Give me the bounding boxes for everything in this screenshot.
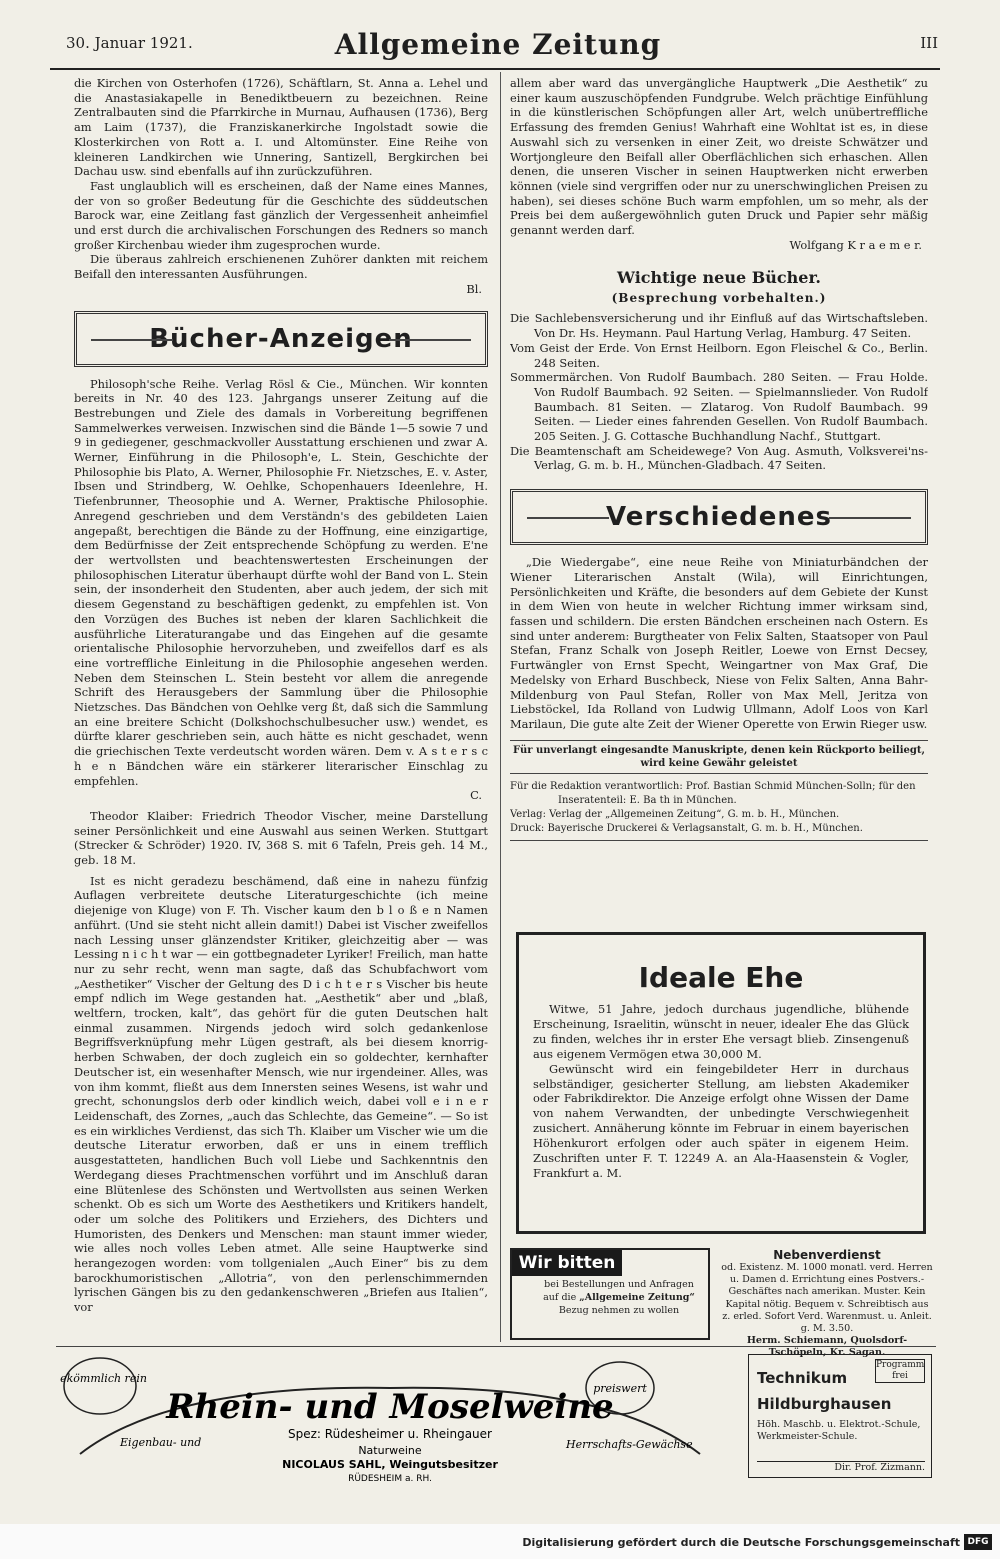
column-separator xyxy=(500,72,501,1342)
ad-spec: Spez: Rüdesheimer u. Rheingauer xyxy=(288,1427,492,1441)
ad-nebenverdienst xyxy=(720,1248,934,1359)
ad-natur: Naturweine xyxy=(358,1444,422,1457)
ad-wir-bitten xyxy=(510,1248,710,1340)
imprint-line: Für die Redaktion verantwortlich: Prof. Bastian Schmid München-Solln; für den Inseratenteil: E. Ba th in München. xyxy=(510,780,916,806)
page-number: III xyxy=(920,34,938,52)
ad-left-note: Eigenbau- und xyxy=(120,1436,202,1449)
ad-title: Rhein- und Moselweine xyxy=(166,1387,614,1427)
ad-title: Ideale Ehe xyxy=(638,961,804,994)
article-paragraph: Die überaus zahlreich erschienenen Zuhörer dankten mit reichem Beifall den interessanten Ausführungen. xyxy=(74,252,488,282)
wine-ad-graphic xyxy=(60,1354,720,1492)
manuscript-notice: Für unverlangt eingesandte Manuskripte, denen kein Rückporto beiliegt, wird keine Gewähr geleistet xyxy=(510,740,928,774)
right-seal-text: preiswert xyxy=(593,1382,647,1395)
ad-text: bei Bestellungen und Anfragen auf die „Allgemeine Zeitung“ Bezug nehmen zu wollen xyxy=(543,1279,695,1316)
left-seal xyxy=(64,1358,136,1414)
ad-title: Wir bitten xyxy=(512,1250,622,1276)
ad-text: Gewünscht wird ein feingebildeter Herr in durchaus selbständiger, gesicherter Stellung, am liebsten Akademiker oder Fabrikdirektor. Die Anzeige erfolgt ohne Wissen der Dame von nahem Verwandten, der unbedingte Verschwiegenheit zusichert. Annäherung könnte im Februar in einem bayerischen Höhenkurort erfolgen oder auch später in eigenem Heim. Zuschriften unter F. T. 12249 A. an Ala-Haasenstein & Vogler, Frankfurt a. M. xyxy=(533,1061,909,1180)
ad-right-note: Herrschafts-Gewächse xyxy=(566,1438,693,1451)
review-paragraph: Theodor Klaiber: Friedrich Theodor Vischer, meine Darstellung seiner Persönlichkeit und eine Auswahl aus seinen Werken. Stuttgart (Strecker & Schröder) 1920. IV, 368 S. mit 6 Tafeln, Preis geh. 14 M., geb. 18 M. xyxy=(74,808,488,868)
ad-place: RÜDESHEIM a. RH. xyxy=(348,1474,432,1484)
ad-director: Dir. Prof. Zizmann. xyxy=(757,1461,925,1473)
imprint xyxy=(510,780,928,841)
ad-technikum xyxy=(748,1354,932,1478)
book-entry: Vom Geist der Erde. Von Ernst Heilborn. Egon Fleischel & Co., Berlin. 248 Seiten. xyxy=(510,340,928,370)
ad-rhein-moselweine xyxy=(60,1354,720,1492)
left-column xyxy=(74,76,488,1344)
right-column xyxy=(510,76,928,926)
section-heading-box xyxy=(74,311,488,367)
section-heading-box xyxy=(510,489,928,545)
author-signature: Bl. xyxy=(466,281,482,296)
ad-subtitle: Hildburghausen xyxy=(757,1395,892,1413)
ad-text: Witwe, 51 Jahre, jedoch durchaus jugendliche, blühende Erscheinung, Israelitin, wünscht in neuer, idealer Ehe das Glück zu finden, welches ihr in erster Ehe versagt blieb. Zinsengenuß aus eigenem Vermögen etwa 30,000 M. xyxy=(533,1002,909,1061)
ad-title: Nebenverdienst xyxy=(773,1248,881,1262)
credit-text: Digitalisierung gefördert durch die Deutsche Forschungsgemeinschaft xyxy=(522,1536,960,1549)
author-signature: C. xyxy=(470,788,482,803)
imprint-line: Verlag: Verlag der „Allgemeinen Zeitung“, G. m. b. H., München. xyxy=(510,808,840,820)
book-entry: Sommermärchen. Von Rudolf Baumbach. 280 Seiten. — Frau Holde. Von Rudolf Baumbach. 92 Seiten. — Spielmannslieder. Von Rudolf Baumbach. 81 Seiten. — Zlatarog. Von Rudolf Baumbach. 99 Seiten. — Lieder eines fahrenden Gesellen. Von Rudolf Baumbach. 205 Seiten. J. G. Cottasche Buchhandlung Nachf., Stuttgart. xyxy=(510,370,928,444)
newspaper-title: Allgemeine Zeitung xyxy=(334,28,662,61)
digitization-credit-bar xyxy=(0,1524,1000,1559)
issue-date: 30. Januar 1921. xyxy=(66,34,193,52)
imprint-line: Druck: Bayerische Druckerei & Verlagsanstalt, G. m. b. H., München. xyxy=(510,822,863,834)
left-seal-text: bekömmlich rein xyxy=(60,1372,147,1385)
header-rule xyxy=(50,68,940,70)
section-heading: Verschiedenes xyxy=(606,502,832,533)
review-paragraph: allem aber ward das unvergängliche Hauptwerk „Die Aesthetik“ zu einer kaum auszuschöpfenden Fundgrube. Welch prächtige Einfühlung in die künstlerischen Schöpfungen aller Art, welch unübertreffliche Erfassung des fremden Genius! Wahrhaft eine Wohltat ist es, in diese Auswahl sich zu versenken in einer Zeit, wo dreiste Schwätzer und Wortjongleure den Beifall aller Oberflächlichen sich erhaschen. Allen denen, die unseren Vischer in seinen Hauptwerken nicht erwerben können (viele sind vergriffen oder nur zu unerschwinglichen Preisen zu haben), sei dieses schöne Buch warm empfohlen, um so mehr, als der Preis bei dem außergewöhnlich guten Druck und Papier sehr mäßig genannt werden darf. xyxy=(510,76,928,238)
author-signature: Wolfgang K r a e m e r. xyxy=(789,237,922,252)
ad-text: Höh. Maschb. u. Elektrot.-Schule, Werkmeister-Schule. xyxy=(757,1419,921,1442)
page-header xyxy=(58,28,938,70)
review-paragraph: Ist es nicht geradezu beschämend, daß eine in nahezu fünfzig Auflagen verbreitete deutsche Literaturgeschichte (ich meine diejenige von Kluge) von F. Th. Vischer kaum den b l o ß e n Namen anführt. (Und sie steht nicht allein damit!) Dabei ist Vischer zweifellos nach Lessing unser glänzendster Kritiker, gleichzeitig aber — was Lessing n i c h t war — ein gottbegnadeter Lyriker! Freilich, man hatte nur zu sehr recht, wenn man sagte, daß das Schubfachwort vom „Aesthetiker“ Vischer der Geltung des D i c h t e r s Vischer bis heute empf ndlich im Wege gestanden hat. „Aesthetik“ aber und „blaß, weltfern, trocken, kalt“, das gehört für die guten Deutschen halt einmal zusammen. Nirgends jedoch wird solch gedankenlose Begriffsverknüpfung mehr Lügen gestraft, als bei diesem knorrig-herben Schwaben, der doch zugleich ein so goldechter, kernhafter Deutscher ist, ein wesenhafter Mensch, wie nur irgendeiner. Alles, was von ihm kommt, fließt aus dem Innersten seines Wesens, ist wahr und grecht, schonungslos derb oder kindlich weich, dabei voll e i n e r Leidenschaft, des Zornes, „auch das Schlechte, das Gemeine“. — So ist es ein wirkliches Verdienst, das sich Th. Klaiber um Vischer wie um die deutsche Literatur erworben, daß er uns in einem trefflich ausgestatteten, handlichen Buch voll Liebe und Sachkenntnis den Werdegang dieses Prachtmenschen vorführt und im Anschluß daran eine Blütenlese des Schönsten und Wertvollsten aus seinen Werken schenkt. Ob es sich um Worte des Aesthetikers und Kritikers handelt, oder um solche des Politikers und Erziehers, des Dichters und Humoristen, des Denkers und Menschen: man staunt immer wieder, wie alles noch volles Leben atmet. Alle seine Hauptwerke sind herangezogen worden: vom tollgenialen „Auch Einer“ bis zu dem barockhumoristischen „Allotria“, von den perlenschimmernden lyrischen Gängen bis zu den gedankenschweren „Briefen aus Italien“, vor xyxy=(74,873,488,1315)
ad-text: od. Existenz. M. 1000 monatl. verd. Herren u. Damen d. Errichtung eines Postvers.-Geschäftes nach amerikan. Muster. Kein Kapital nötig. Bequem v. Schreibtisch aus z. erled. Sofort Verd. Warenmust. u. Anleit. g. M. 3.50. xyxy=(721,1262,933,1335)
article-paragraph: die Kirchen von Osterhofen (1726), Schäftlarn, St. Anna a. Lehel und die Anastasiakapelle in Benediktbeuern zu bezeichnen. Reine Zentralbauten sind die Pfarrkirche in Murnau, Aufhausen (1736), Berg am Laim (1737), die Franziskanerkirche Ingolstadt sowie die Klosterkirchen von Rott a. I. und Altomünster. Eine Reihe von kleineren Landkirchen wie Unnering, Santizell, Bergkirchen bei Dachau usw. sind ebenfalls auf ihn zurückzuführen. xyxy=(74,76,488,179)
section-heading: Bücher-Anzeigen xyxy=(149,323,413,354)
review-paragraph: Philosoph'sche Reihe. Verlag Rösl & Cie., München. Wir konnten bereits in Nr. 40 des 123. Jahrgangs unserer Zeitung auf die Bestrebungen und Ziele des damals in Vorbereitung begriffenen Sammelwerkes verweisen. Inzwischen sind die Bände 1—5 sowie 7 und 9 in gediegener, geschmackvoller Ausstattung erschienen und zwar A. Werner, Einführung in die Philosoph'e, L. Stein, Geschichte der Philosophie bis Plato, A. Werner, Philosophie Fr. Nietzsches, E. v. Aster, Ibsen und Strindberg, W. Oehlke, Schopenhauers Ideenlehre, H. Tiefenbrunner, Theosophie und A. Werner, Praktische Philosophie. Anregend geschrieben und dem Verständn's des gebildeten Laien angepaßt, berechtigen die Bände zu der Hoffnung, eine einzigartige, dem Bedürfnisse der Zeit entsprechende Schöpfung zu werden. E'ne der wertvollsten und beachtenswertesten Erscheinungen der philosophischen Literatur überhaupt dürfte wohl der Band von L. Stein sein, der insonderheit den Studenten, aber auch jedem, der sich mit diesem Gegenstand zu beschäftigen gedenkt, zu empfehlen ist. Von den Vorzügen des Buches ist neben der klaren Sachlichkeit die ausführliche Literaturangabe und das Eingehen auf die gesamte orientalische Philosophie hervorzuheben, und zweifellos darf es als eine vortreffliche Einleitung in die Philosophie angesehen werden. Neben dem Steinschen L. Stein besteht vor allem die anregende Schrift des Herausgebers der Sammlung über die Philosophie Nietzsches. Das Bändchen von Oehlke verg ßt, daß sich die Sammlung an eine breitere Schicht (Dolkshochschulbesucher usw.) wendet, es dürfte klarer geschrieben sein, auch hätte es nicht geschadet, wenn die griechischen Texte verdeutscht worden wären. Dem v. A s t e r s c h e n Bändchen wäre ein stärkerer literarischer Einschlag zu empfehlen. xyxy=(74,376,488,788)
ad-sender: Herm. Schiemann, Quolsdorf-Tschöpeln, Kr. Sagan. xyxy=(746,1335,908,1359)
ad-title: Technikum xyxy=(757,1369,848,1387)
ads-rule xyxy=(56,1346,936,1347)
article-paragraph: „Die Wiedergabe“, eine neue Reihe von Miniaturbändchen der Wiener Literarischen Anstalt (Wila), will Einrichtungen, Persönlichkeiten und Kräfte, die besonders auf dem Gebiete der Kunst in dem Wien von heute in welcher Richtung immer wirksam sind, fassen und schildern. Die ersten Bändchen erscheinen nach Ostern. Es sind unter anderem: Burgtheater von Felix Salten, Staatsoper von Paul Stefan, Franz Schalk von Joseph Reitler, Loewe von Ernst Decsey, Furtwängler von Ernst Specht, Weingartner von Max Graf, Die Medelsky von Erhard Buschbeck, Niese von Felix Salten, Anna Bahr-Mildenburg von Paul Stefan, Roller von Max Mell, Jeritza von Liebstöckel, Ida Rolland von Ludwig Ullmann, Adolf Loos von Karl Marilaun, Die gute alte Zeit der Wiener Operette von Erwin Rieger usw. xyxy=(510,555,928,731)
book-entry: Die Sachlebensversicherung und ihr Einfluß auf das Wirtschaftsleben. Von Dr. Hs. Heymann. Paul Hartung Verlag, Hamburg. 47 Seiten. xyxy=(510,311,928,341)
books-heading: Wichtige neue Bücher. xyxy=(617,268,821,288)
ad-ideale-ehe xyxy=(516,932,926,1234)
dfg-logo: DFG xyxy=(964,1534,992,1550)
article-paragraph: Fast unglaublich will es erscheinen, daß der Name eines Mannes, der von so großer Bedeutung für die Geschichte des süddeutschen Barock war, eine Zeitlang fast gänzlich der Vergessenheit anheimfiel und erst durch die archivalischen Forschungen des Redners so manch großer Kirchenbau wieder ihm zugesprochen wurde. xyxy=(74,178,488,252)
ad-vendor: NICOLAUS SAHL, Weingutsbesitzer xyxy=(282,1458,498,1471)
ad-program-box: Programm frei xyxy=(876,1360,925,1381)
books-subheading: (Besprechung vorbehalten.) xyxy=(611,291,827,306)
book-entry: Die Beamtenschaft am Scheidewege? Von Aug. Asmuth, Volksverei'ns-Verlag, G. m. b. H., München-Gladbach. 47 Seiten. xyxy=(510,443,928,473)
